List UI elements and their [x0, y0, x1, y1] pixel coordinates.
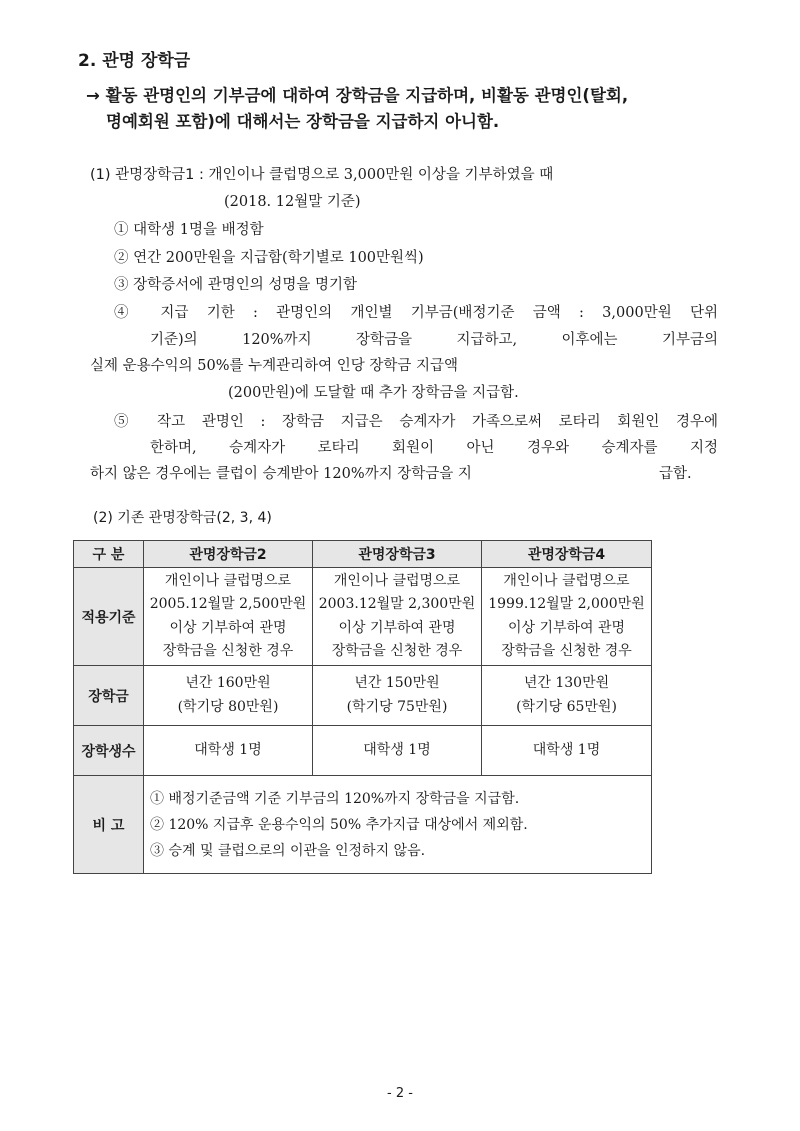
sub1-item-2: ② 연간 200만원을 지급함(학기별로 100만원씩) [114, 250, 424, 266]
row-label: 적용기준 [74, 568, 144, 666]
sub1-item-4-line-1: ④ 지급 기한 : 관명인의 개인별 기부금(배정기준 금액 : 3,000만원 단위 [114, 305, 718, 321]
sub1-basis: (2018. 12월말 기준) [224, 194, 361, 210]
table-cell: 대학생 1명 [482, 726, 652, 776]
sub2-heading: (2) 기존 관명장학금(2, 3, 4) [93, 510, 272, 526]
section-intro-line-2: 명예회원 포함)에 대해서는 장학금을 지급하지 아니함. [106, 112, 500, 131]
table-cell: 대학생 1명 [144, 726, 313, 776]
sub1-heading-text: 개인이나 클럽명으로 3,000만원 이상을 기부하였을 때 [208, 167, 554, 183]
section-title: 2. 관명 장학금 [78, 51, 191, 71]
section-intro-line-1: → 활동 관명인의 기부금에 대하여 장학금을 지급하며, 비활동 관명인(탈회, [86, 86, 629, 105]
table-header-cell: 관명장학금3 [313, 541, 482, 568]
note-item: ① 배정기준금액 기준 기부금의 120%까지 장학금을 지급함. [150, 790, 520, 807]
table-row [74, 726, 652, 776]
sub1-item-3: ③ 장학증서에 관명인의 성명을 명기함 [114, 277, 358, 293]
table-header-cell: 구 분 [74, 541, 144, 568]
row-label: 장학생수 [74, 726, 144, 776]
table-cell: 개인이나 클럽명으로 2003.12월말 2,300만원 이상 기부하여 관명 장학금을 신청한 경우 [313, 568, 482, 666]
scholarship-table [73, 540, 652, 874]
table-cell: 개인이나 클럽명으로 2005.12월말 2,500만원 이상 기부하여 관명 장학금을 신청한 경우 [144, 568, 313, 666]
notes-label: 비 고 [74, 776, 144, 874]
sub1-item-5-line-1: ⑤ 작고 관명인 : 장학금 지급은 승계자가 가족으로써 로타리 회원인 경우에 [114, 414, 718, 430]
sub1-item-5-line-3: 하지 않은 경우에는 클럽이 승계받아 120%까지 장학금을 지 [90, 466, 472, 482]
table-cell: 년간 130만원 (학기당 65만원) [482, 666, 652, 726]
table-cell: 년간 160만원 (학기당 80만원) [144, 666, 313, 726]
sub1-heading [90, 163, 553, 184]
sub1-item-5-line-2: 한하며, 승계자가 로타리 회원이 아닌 경우와 승계자를 지정 [150, 440, 718, 456]
table-header-cell: 관명장학금4 [482, 541, 652, 568]
notes-cell [144, 776, 652, 874]
table-row [74, 568, 652, 666]
row-label: 장학금 [74, 666, 144, 726]
sub1-item-4-line-2: 기준)의 120%까지 장학금을 지급하고, 이후에는 기부금의 [150, 332, 718, 348]
sub1-item-4-line-4: (200만원)에 도달할 때 추가 장학금을 지급함. [228, 385, 519, 401]
table-cell: 년간 150만원 (학기당 75만원) [313, 666, 482, 726]
table-cell: 개인이나 클럽명으로 1999.12월말 2,000만원 이상 기부하여 관명 장학금을 신청한 경우 [482, 568, 652, 666]
sub1-item-1: ① 대학생 1명을 배정함 [114, 222, 264, 238]
table-notes-row [74, 776, 652, 874]
note-item: ③ 승계 및 클럽으로의 이관을 인정하지 않음. [150, 842, 426, 859]
table-header-row [74, 541, 652, 568]
table-header-cell: 관명장학금2 [144, 541, 313, 568]
table-row [74, 666, 652, 726]
table-cell: 대학생 1명 [313, 726, 482, 776]
sub1-item-4-line-3: 실제 운용수익의 50%를 누계관리하여 인당 장학금 지급액 [90, 358, 459, 374]
note-item: ② 120% 지급후 운용수익의 50% 추가지급 대상에서 제외함. [150, 816, 528, 833]
page-number: - 2 - [387, 1086, 413, 1101]
sub1-item-5-line-3-end: 급함. [659, 466, 692, 482]
sub1-heading-label: (1) 관명장학금1 : [90, 167, 204, 183]
